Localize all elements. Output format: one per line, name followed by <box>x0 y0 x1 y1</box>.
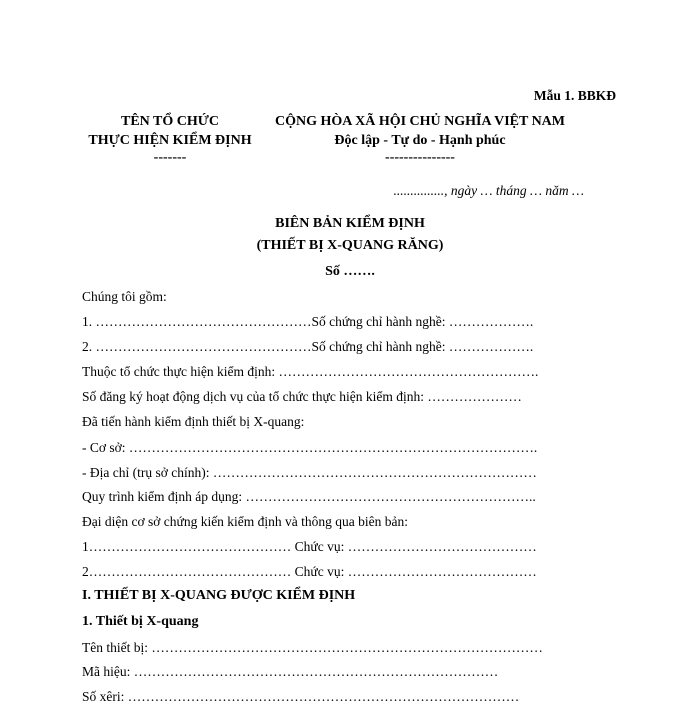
body-line: 1……………………………………… Chức vụ: …………………………………… <box>82 539 537 554</box>
body-line: 2. …………………………………………Số chứng chỉ hành nghề: ………………. <box>82 339 534 354</box>
body-line: Đại diện cơ sở chứng kiến kiểm định và thông qua biên bản: <box>82 514 409 529</box>
doc-title: BIÊN BẢN KIỂM ĐỊNH <box>275 216 425 231</box>
doc-subtitle: (THIẾT BỊ X-QUANG RĂNG) <box>256 238 444 253</box>
form-code: Mẫu 1. BBKĐ <box>533 88 616 103</box>
nation-divider: --------------- <box>385 150 455 165</box>
section-heading: I. THIẾT BỊ X-QUANG ĐƯỢC KIỂM ĐỊNH <box>82 588 356 603</box>
body-line: Số đăng ký hoạt động dịch vụ của tổ chức thực hiện kiểm định: ………………… <box>82 389 522 404</box>
subsection-heading: 1. Thiết bị X-quang <box>82 614 199 629</box>
org-name-line1: TÊN TỔ CHỨC <box>120 114 219 129</box>
body-line: - Địa chỉ (trụ sở chính): ……………………………………………………………… <box>82 465 537 480</box>
doc-number: Số ……. <box>325 264 375 279</box>
device-line: Tên thiết bị: …………………………………………………………………………… <box>82 640 543 655</box>
body-line: 2……………………………………… Chức vụ: …………………………………… <box>82 564 537 579</box>
body-line: 1. …………………………………………Số chứng chỉ hành nghề: ………………. <box>82 314 534 329</box>
nation-title: CỘNG HÒA XÃ HỘI CHỦ NGHĨA VIỆT NAM <box>274 114 565 129</box>
org-name-line2: THỰC HIỆN KIỂM ĐỊNH <box>88 133 252 148</box>
date-line: ..............., ngày … tháng … năm … <box>393 183 584 198</box>
device-line: Số xêri: …………………………………………………………………………… <box>82 689 520 704</box>
body-line: Quy trình kiểm định áp dụng: ……………………………………………………….. <box>82 489 536 504</box>
device-line: Mã hiệu: ……………………………………………………………………… <box>82 664 499 679</box>
nation-motto: Độc lập - Tự do - Hạnh phúc <box>334 133 506 148</box>
body-line: Thuộc tổ chức thực hiện kiểm định: …………………………………………………. <box>82 364 539 379</box>
body-line: Chúng tôi gồm: <box>82 289 167 304</box>
body-line: Đã tiến hành kiểm định thiết bị X-quang: <box>82 414 305 429</box>
org-divider: ------- <box>153 150 187 165</box>
body-line: - Cơ sở: ………………………………………………………………………………. <box>82 440 538 455</box>
